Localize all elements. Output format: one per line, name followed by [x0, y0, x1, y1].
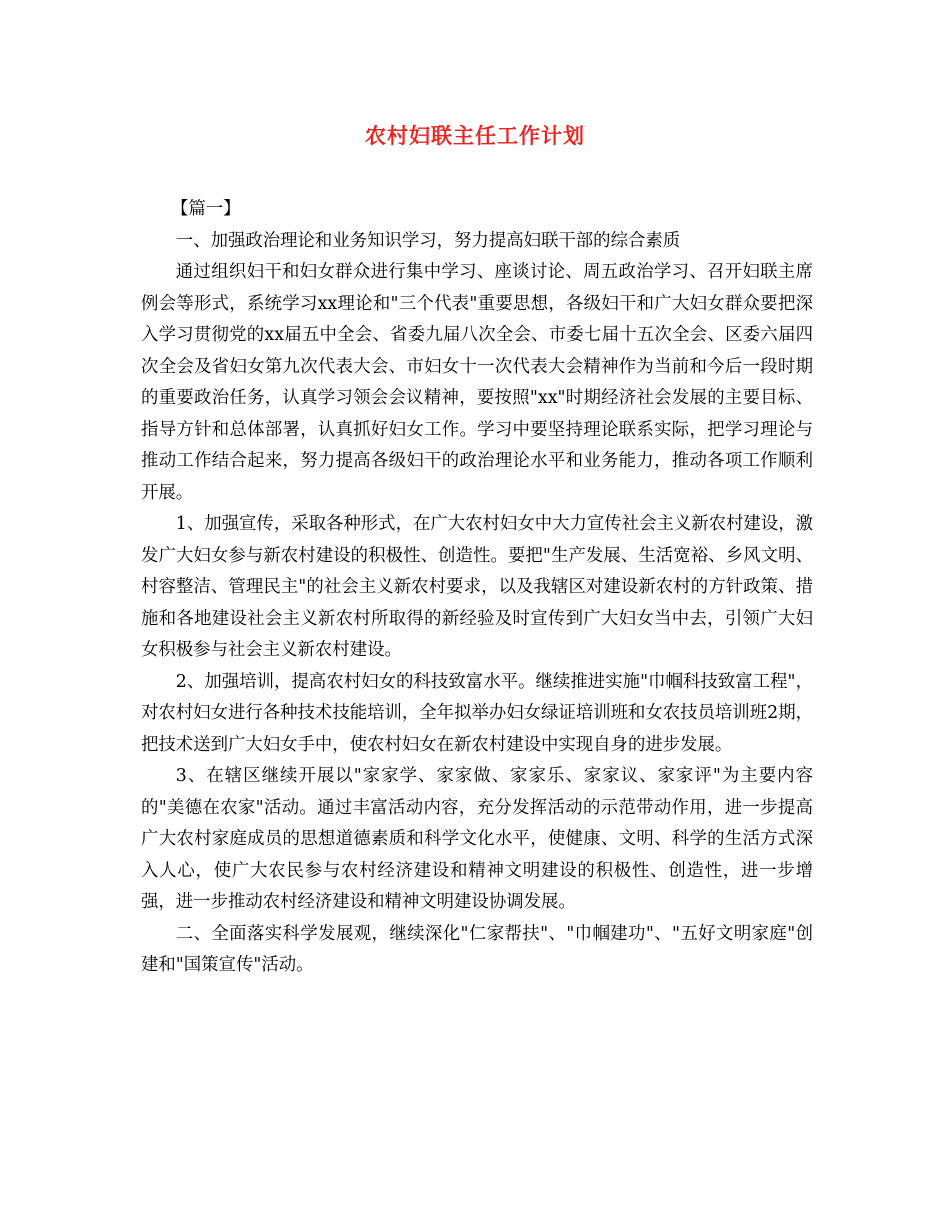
paragraph: 二、全面落实科学发展观，继续深化"仁家帮扶"、"巾帼建功"、"五好文明家庭"创建和"国策宣传"活动。 [141, 923, 813, 975]
section-heading: 【篇一】 [171, 199, 241, 219]
paragraph: 通过组织妇干和妇女群众进行集中学习、座谈讨论、周五政治学习、召开妇联主席例会等形式，系统学习xx理论和"三个代表"重要思想，各级妇干和广大妇女群众要把深入学习贯彻党的xx届五中全会、省委九届八次全会、市委七届十五次全会、区委六届四次全会及省妇女第九次代表大会、市妇女十一次代表大会精神作为当前和今后一段时期的重要政治任务，认真学习领会会议精神，要按照"xx"时期经济社会发展的主要目标、指导方针和总体部署，认真抓好妇女工作。学习中要坚持理论联系实际，把学习理论与推动工作结合起来，努力提高各级妇干的政治理论水平和业务能力，推动各项工作顺利开展。 [141, 262, 813, 503]
paragraph: 1、加强宣传，采取各种形式，在广大农村妇女中大力宣传社会主义新农村建设，激发广大妇女参与新农村建设的积极性、创造性。要把"生产发展、生活宽裕、乡风文明、村容整洁、管理民主"的社会主义新农村要求，以及我辖区对建设新农村的方针政策、措施和各地建设社会主义新农村所取得的新经验及时宣传到广大妇女当中去，引领广大妇女积极参与社会主义新农村建设。 [141, 514, 813, 660]
document-body [141, 194, 813, 982]
document-title: 农村妇联主任工作计划 [365, 123, 585, 148]
paragraph: 2、加强培训，提高农村妇女的科技致富水平。继续推进实施"巾帼科技致富工程"，对农村妇女进行各种技术技能培训，全年拟举办妇女绿证培训班和女农技员培训班2期，把技术送到广大妇女手中，使农村妇女在新农村建设中实现自身的进步发展。 [141, 671, 813, 755]
paragraph: 3、在辖区继续开展以"家家学、家家做、家家乐、家家议、家家评"为主要内容的"美德在农家"活动。通过丰富活动内容，充分发挥活动的示范带动作用，进一步提高广大农村家庭成员的思想道德素质和科学文化水平，使健康、文明、科学的生活方式深入人心，使广大农民参与农村经济建设和精神文明建设的积极性、创造性，进一步增强，进一步推动农村经济建设和精神文明建设协调发展。 [141, 766, 813, 912]
paragraph: 一、加强政治理论和业务知识学习，努力提高妇联干部的综合素质 [175, 230, 681, 251]
